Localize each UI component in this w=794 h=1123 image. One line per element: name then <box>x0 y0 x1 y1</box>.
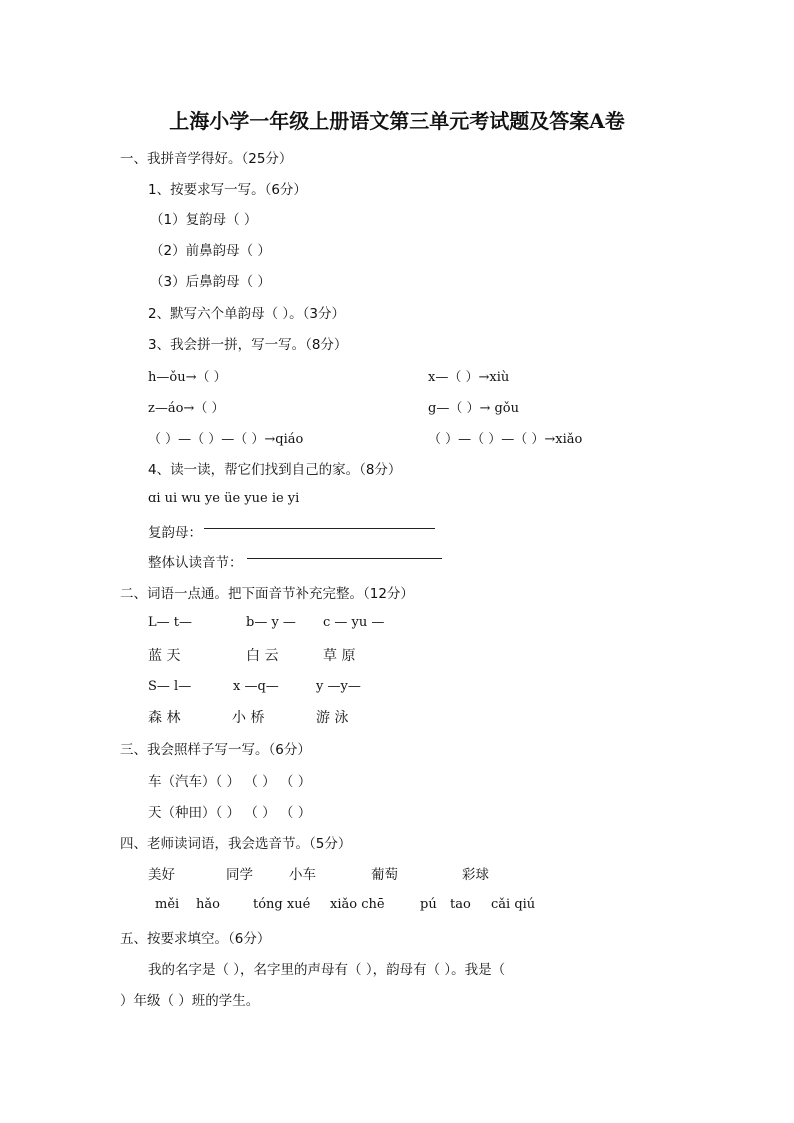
pinyin-blank: y —y— <box>316 679 361 694</box>
pinyin-blank: c — yu — <box>323 615 385 630</box>
spell-row3-right: （ ）—（ ）—（ ）→xiǎo <box>428 432 583 447</box>
word: 小 桥 <box>232 710 265 726</box>
q1c: （3）后鼻韵母（ ） <box>150 274 271 290</box>
fu-yunmu-label: 复韵母： <box>148 525 202 541</box>
pinyin-option: tao <box>450 897 471 912</box>
word: 森 林 <box>148 710 181 726</box>
spell-row2-left: z—áo→（ ） <box>148 401 225 416</box>
section-2-heading: 二、词语一点通。把下面音节补充完整。（12分） <box>120 586 414 602</box>
pinyin-option: měi <box>155 897 180 912</box>
fill-line-1: 我的名字是（ ），名字里的声母有（ ），韵母有（ ）。我是（ <box>148 962 506 978</box>
zhengti-label: 整体认读音节： <box>148 555 243 571</box>
syllable-list: ɑi ui wu ye üe yue ie yi <box>148 491 300 506</box>
pinyin-option: pú <box>420 897 437 912</box>
word: 蓝 天 <box>148 648 181 664</box>
q1-prompt: 1、按要求写一写。（6分） <box>148 182 307 198</box>
word: 美好 <box>148 867 175 883</box>
section-3-heading: 三、我会照样子写一写。（6分） <box>120 742 311 758</box>
example-row-1: 车（汽车）（ ） （ ） （ ） <box>148 774 312 790</box>
pinyin-option: tóng xué <box>253 897 311 912</box>
word: 小车 <box>289 867 316 883</box>
pinyin-blank: b— y — <box>246 615 296 630</box>
word: 白 云 <box>246 648 279 664</box>
pinyin-option: xiǎo chē <box>330 897 385 912</box>
q4-prompt: 4、读一读，帮它们找到自己的家。（8分） <box>148 462 402 478</box>
spell-row1-left: h—ǒu→（ ） <box>148 370 227 385</box>
q1a: （1）复韵母（ ） <box>150 212 258 228</box>
example-row-2: 天（种田）（ ） （ ） （ ） <box>148 805 312 821</box>
page-title: 上海小学一年级上册语文第三单元考试题及答案A卷 <box>169 109 625 133</box>
spell-row1-right: x—（ ）→xiù <box>428 370 510 385</box>
pinyin-option: cǎi qiú <box>491 897 536 912</box>
section-4-heading: 四、老师读词语，我会选音节。（5分） <box>120 836 352 852</box>
spell-row3-left: （ ）—（ ）—（ ）→qiáo <box>148 432 304 447</box>
fill-line-2: ）年级（ ）班的学生。 <box>120 993 260 1009</box>
pinyin-option: hǎo <box>196 897 220 912</box>
word: 游 泳 <box>316 710 349 726</box>
word: 葡萄 <box>371 867 398 883</box>
q2-prompt: 2、默写六个单韵母（ ）。（3分） <box>148 306 345 322</box>
word: 同学 <box>226 867 253 883</box>
pinyin-blank: x —q— <box>233 679 279 694</box>
word: 草 原 <box>323 648 356 664</box>
zhengti-answer-line[interactable] <box>247 558 442 559</box>
section-5-heading: 五、按要求填空。（6分） <box>120 931 271 947</box>
word: 彩球 <box>462 867 489 883</box>
q3-prompt: 3、我会拼一拼，写一写。（8分） <box>148 337 348 353</box>
pinyin-blank: S— l— <box>148 679 192 694</box>
pinyin-blank: L— t— <box>148 615 192 630</box>
fu-yunmu-answer-line[interactable] <box>204 528 435 529</box>
q1b: （2）前鼻韵母（ ） <box>150 243 271 259</box>
section-1-heading: 一、我拼音学得好。（25分） <box>120 151 293 167</box>
spell-row2-right: g—（ ）→ gǒu <box>428 401 520 416</box>
